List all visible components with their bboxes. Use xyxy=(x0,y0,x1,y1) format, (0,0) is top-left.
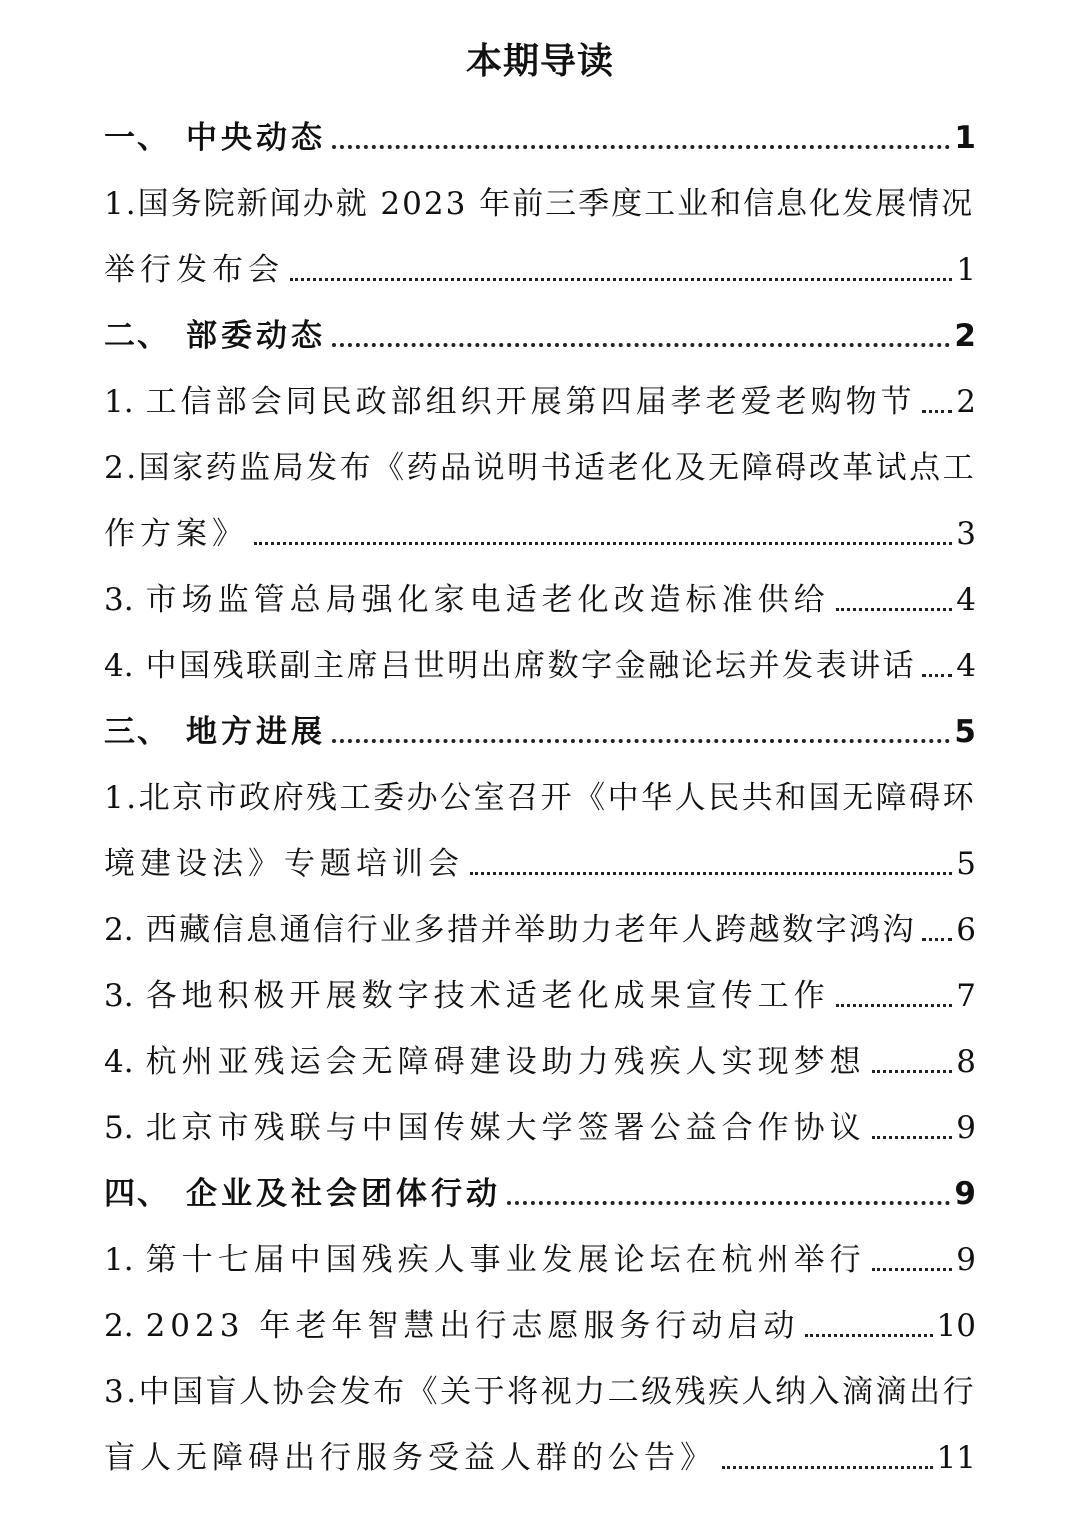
toc-item[interactable] xyxy=(104,364,976,430)
dot-leader xyxy=(805,1334,932,1337)
toc-item-number: 3. xyxy=(104,1374,139,1410)
toc-item-line xyxy=(104,1024,976,1090)
toc-section-line xyxy=(104,694,976,760)
toc-item-line xyxy=(104,562,976,628)
toc-item-text-wrap xyxy=(104,1438,716,1478)
toc-item-text: 国务院新闻办就 2023 年前三季度工业和信息化发展情况 xyxy=(137,186,975,222)
toc-item-text: 西藏信息通信行业多措并举助力老年人跨越数字鸿沟 xyxy=(145,912,917,948)
toc-item-line xyxy=(104,1288,976,1354)
toc-item-text: 中国残联副主席吕世明出席数字金融论坛并发表讲话 xyxy=(145,648,917,684)
toc-item-text-wrap xyxy=(104,1240,866,1280)
dot-leader xyxy=(872,1070,953,1073)
toc-section-number: 四、 xyxy=(104,1176,170,1212)
toc-section-title: 企业及社会团体行动 xyxy=(186,1176,501,1212)
toc-item[interactable] xyxy=(104,562,976,628)
toc-item-number: 1. xyxy=(104,384,134,420)
toc-page-number: 7 xyxy=(956,978,976,1014)
toc-item-text: 2023 年老年智慧出行志愿服务行动启动 xyxy=(145,1308,800,1344)
dot-leader xyxy=(290,278,952,281)
toc-item[interactable] xyxy=(104,628,976,694)
toc-page-number: 8 xyxy=(956,1044,976,1080)
toc-item-text-wrap xyxy=(104,1042,866,1082)
dot-leader xyxy=(922,938,952,941)
toc-item-line xyxy=(104,1222,976,1288)
toc-item-text-line xyxy=(104,1354,976,1420)
toc-item[interactable] xyxy=(104,1288,976,1354)
toc-item-line xyxy=(104,232,976,298)
toc-page-number: 5 xyxy=(956,846,976,882)
toc-section[interactable] xyxy=(104,298,976,364)
toc-item[interactable] xyxy=(104,232,976,298)
toc-item-text: 北京市政府残工委办公室召开《中华人民共和国无障碍环 xyxy=(138,780,977,816)
toc-item-text-wrap xyxy=(104,1306,799,1346)
toc-item-line xyxy=(104,496,976,562)
table-of-contents xyxy=(104,100,976,1486)
toc-item-text: 第十七届中国残疾人事业发展论坛在杭州举行 xyxy=(145,1242,866,1278)
dot-leader xyxy=(722,1466,933,1469)
toc-item-text: 各地积极开展数字技术适老化成果宣传工作 xyxy=(145,978,830,1014)
toc-section[interactable] xyxy=(104,1156,976,1222)
toc-page-number: 1 xyxy=(956,252,976,288)
toc-item[interactable] xyxy=(104,826,976,892)
toc-section-line xyxy=(104,298,976,364)
toc-item-number: 1. xyxy=(104,780,139,816)
toc-item-line xyxy=(104,364,976,430)
toc-section[interactable] xyxy=(104,694,976,760)
dot-leader xyxy=(836,608,953,611)
toc-section[interactable] xyxy=(104,100,976,166)
toc-item-text-line xyxy=(104,760,976,826)
toc-item-number: 5. xyxy=(104,1110,134,1146)
toc-page-number: 1 xyxy=(954,120,976,156)
toc-item-text: 北京市残联与中国传媒大学签署公益合作协议 xyxy=(145,1110,866,1146)
toc-item-text: 作方案》 xyxy=(104,516,248,552)
toc-item-number: 2. xyxy=(104,450,139,486)
toc-item-line xyxy=(104,826,976,892)
dot-leader xyxy=(332,145,950,149)
toc-item-text-wrap xyxy=(104,250,284,290)
toc-item[interactable] xyxy=(104,1420,976,1486)
toc-item-number: 3. xyxy=(104,978,134,1014)
toc-item-text: 工信部会同民政部组织开展第四届孝老爱老购物节 xyxy=(145,384,916,420)
dot-leader xyxy=(332,739,950,743)
toc-item-text-wrap xyxy=(104,910,916,950)
toc-item[interactable] xyxy=(104,958,976,1024)
toc-item-text: 举行发布会 xyxy=(104,252,284,288)
toc-page-number: 4 xyxy=(956,648,976,684)
toc-section-number: 二、 xyxy=(104,318,170,354)
toc-section-line xyxy=(104,1156,976,1222)
toc-item-text-line xyxy=(104,166,976,232)
toc-item-number: 3. xyxy=(104,582,134,618)
toc-item-number: 1. xyxy=(104,186,138,222)
toc-section-number: 一、 xyxy=(104,120,170,156)
toc-item-text-wrap xyxy=(104,514,248,554)
toc-item-line xyxy=(104,1090,976,1156)
toc-item-line xyxy=(104,958,976,1024)
toc-page-number: 3 xyxy=(956,516,976,552)
toc-page-number: 11 xyxy=(936,1440,976,1476)
toc-page-number: 9 xyxy=(954,1176,976,1212)
toc-item[interactable] xyxy=(104,1090,976,1156)
toc-item[interactable] xyxy=(104,1024,976,1090)
dot-leader xyxy=(872,1268,953,1271)
toc-item-text: 盲人无障碍出行服务受益人群的公告》 xyxy=(104,1440,716,1476)
toc-page-number: 10 xyxy=(936,1308,976,1344)
dot-leader xyxy=(254,542,952,545)
toc-item-text-wrap xyxy=(104,580,830,620)
toc-page-number: 6 xyxy=(956,912,976,948)
toc-page-number: 2 xyxy=(954,318,976,354)
toc-item-line xyxy=(104,892,976,958)
toc-item-number: 2. xyxy=(104,1308,134,1344)
toc-item-number: 4. xyxy=(104,1044,134,1080)
toc-item-text-wrap xyxy=(104,382,916,422)
dot-leader xyxy=(332,343,950,347)
toc-page-number: 5 xyxy=(954,714,976,750)
toc-section-title: 部委动态 xyxy=(186,318,326,354)
toc-item-text: 境建设法》专题培训会 xyxy=(104,846,464,882)
toc-item-text: 市场监管总局强化家电适老化改造标准供给 xyxy=(145,582,830,618)
dot-leader xyxy=(872,1136,953,1139)
dot-leader xyxy=(922,410,953,413)
toc-item-text: 国家药监局发布《药品说明书适老化及无障碍改革试点工 xyxy=(138,450,977,486)
toc-item-line xyxy=(104,628,976,694)
toc-page-number: 9 xyxy=(956,1242,976,1278)
toc-section-title: 地方进展 xyxy=(186,714,326,750)
toc-item-number: 1. xyxy=(104,1242,134,1278)
toc-item-text: 杭州亚残运会无障碍建设助力残疾人实现梦想 xyxy=(145,1044,866,1080)
page-title: 本期导读 xyxy=(465,41,614,82)
toc-section-line xyxy=(104,100,976,166)
toc-item-text: 中国盲人协会发布《关于将视力二级残疾人纳入滴滴出行 xyxy=(138,1374,977,1410)
toc-item[interactable] xyxy=(104,1222,976,1288)
dot-leader xyxy=(470,872,952,875)
dot-leader xyxy=(836,1004,953,1007)
toc-item-line xyxy=(104,1420,976,1486)
toc-item-number: 2. xyxy=(104,912,134,948)
toc-item-text-line xyxy=(104,430,976,496)
toc-page-number: 4 xyxy=(956,582,976,618)
dot-leader xyxy=(507,1201,950,1205)
toc-item-text-wrap xyxy=(104,1108,866,1148)
toc-section-title: 中央动态 xyxy=(186,120,326,156)
toc-item-number: 4. xyxy=(104,648,134,684)
dot-leader xyxy=(922,674,952,677)
toc-item-text-wrap xyxy=(104,976,830,1016)
toc-item-text-wrap xyxy=(104,844,464,884)
toc-section-number: 三、 xyxy=(104,714,170,750)
toc-page-number: 9 xyxy=(956,1110,976,1146)
toc-item[interactable] xyxy=(104,496,976,562)
toc-item[interactable] xyxy=(104,892,976,958)
toc-page-number: 2 xyxy=(956,384,976,420)
toc-item-text-wrap xyxy=(104,646,916,686)
